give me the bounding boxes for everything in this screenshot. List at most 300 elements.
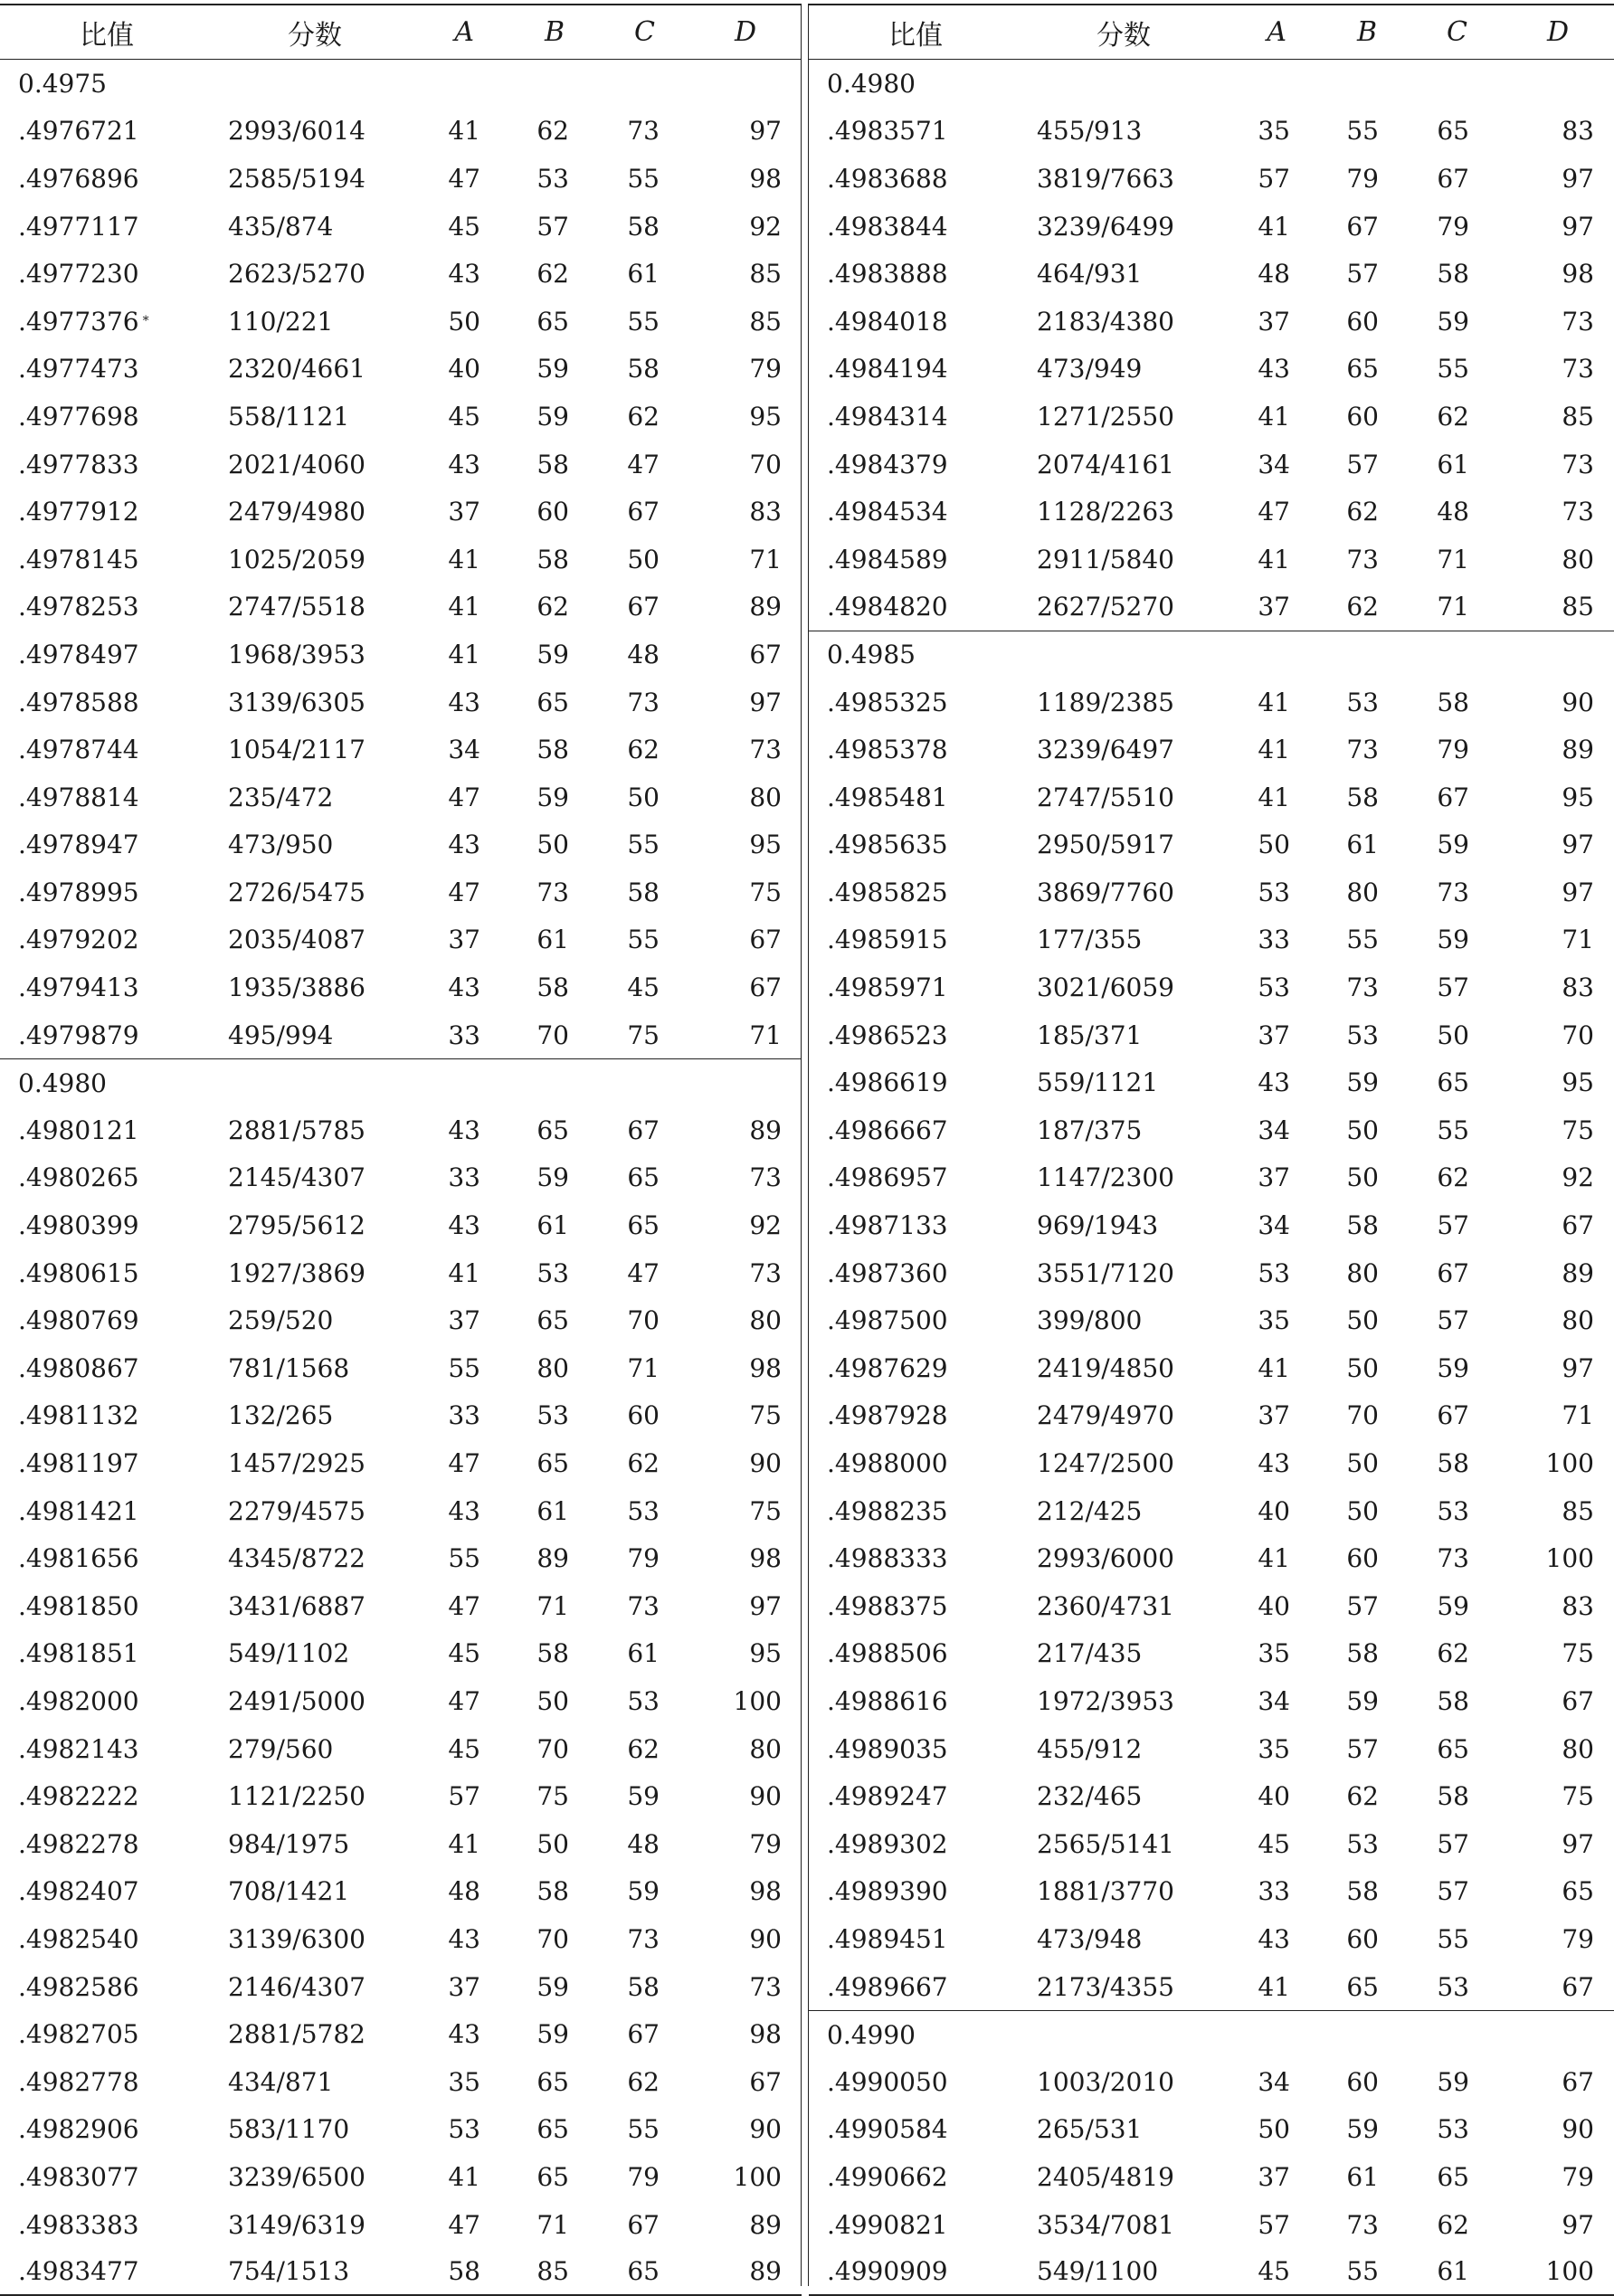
b-cell: 65: [536, 1448, 569, 1479]
ratio-value: .4984018: [827, 306, 948, 337]
a-cell: 34: [1258, 1210, 1290, 1241]
fraction-cell: 1457/2925: [228, 1448, 366, 1479]
a-cell: 43: [448, 449, 480, 479]
ratio-value: .4988616: [827, 1685, 948, 1716]
b-cell: 65: [536, 687, 569, 717]
ratio-value: .4981421: [18, 1495, 139, 1526]
a-cell: 47: [448, 782, 480, 812]
ratio-value: .4985481: [827, 782, 948, 812]
c-cell: 67: [627, 592, 660, 622]
d-cell: 70: [1562, 1020, 1594, 1050]
b-cell: 70: [536, 1923, 569, 1954]
c-cell: 67: [627, 2209, 660, 2240]
ratio-value: .4989035: [827, 1733, 948, 1764]
table-row: [809, 1154, 1614, 1202]
table-row: [809, 1058, 1614, 1106]
d-cell: 79: [1562, 2161, 1594, 2192]
fraction-cell: 2074/4161: [1037, 449, 1174, 479]
table-row: [0, 393, 802, 441]
a-cell: 33: [448, 1162, 480, 1193]
b-cell: 58: [536, 972, 569, 1003]
a-cell: 41: [448, 544, 480, 574]
d-cell: 100: [733, 2161, 782, 2192]
d-cell: 89: [749, 592, 782, 622]
d-cell: 97: [749, 116, 782, 147]
ratio-cell: [18, 488, 139, 536]
a-cell: 53: [1258, 1257, 1290, 1288]
b-cell: 57: [536, 211, 569, 242]
a-cell: 48: [448, 1876, 480, 1907]
ratio-cell: [827, 488, 948, 536]
fraction-cell: 185/371: [1037, 1020, 1143, 1050]
section-row: [0, 60, 802, 108]
a-cell: 47: [448, 1685, 480, 1716]
ratio-cell: [18, 821, 139, 869]
table-row: [0, 726, 802, 773]
d-cell: 95: [749, 401, 782, 432]
ratio-value: .4986523: [827, 1020, 948, 1050]
a-cell: 47: [448, 1590, 480, 1621]
d-cell: 67: [1562, 1685, 1594, 1716]
d-cell: 98: [749, 1543, 782, 1574]
ratio-cell: [827, 203, 948, 251]
section-label: 0.4985: [827, 640, 916, 670]
ratio-cell: [827, 1392, 948, 1440]
ratio-cell: [18, 726, 139, 773]
c-cell: 75: [627, 1020, 660, 1050]
ratio-value: .4982278: [18, 1828, 139, 1859]
b-cell: 50: [536, 830, 569, 860]
a-cell: 43: [448, 1115, 480, 1145]
ratio-value: .4986667: [827, 1115, 948, 1145]
a-cell: 33: [448, 1020, 480, 1050]
ratio-value: .4981197: [18, 1448, 139, 1479]
a-cell: 41: [1258, 544, 1290, 574]
c-cell: 55: [627, 830, 660, 860]
fraction-cell: 473/950: [228, 830, 334, 860]
fraction-cell: 708/1421: [228, 1876, 350, 1907]
fraction-cell: 259/520: [228, 1305, 334, 1336]
c-cell: 67: [1437, 163, 1469, 194]
d-cell: 75: [749, 877, 782, 907]
fraction-cell: 473/949: [1037, 354, 1143, 384]
ratio-value: .4987928: [827, 1400, 948, 1431]
fraction-cell: 2021/4060: [228, 449, 366, 479]
d-cell: 67: [749, 925, 782, 955]
fraction-cell: 279/560: [228, 1733, 334, 1764]
table-row: [0, 821, 802, 869]
fraction-cell: 754/1513: [228, 2256, 350, 2287]
d-cell: 90: [1562, 687, 1594, 717]
table-row: [0, 2248, 802, 2296]
d-cell: 85: [1562, 401, 1594, 432]
c-cell: 55: [627, 925, 660, 955]
ratio-value: .4982000: [18, 1685, 139, 1716]
table-row: [809, 1582, 1614, 1630]
table-row: [809, 726, 1614, 773]
ratio-value: .4983888: [827, 259, 948, 289]
c-cell: 53: [627, 1685, 660, 1716]
header-c: C: [634, 16, 655, 48]
b-cell: 62: [1346, 1781, 1379, 1812]
ratio-cell: [18, 1154, 139, 1202]
ratio-cell: [827, 393, 948, 441]
c-cell: 67: [1437, 782, 1469, 812]
d-cell: 90: [749, 1781, 782, 1812]
c-cell: 65: [627, 1162, 660, 1193]
a-cell: 43: [448, 1210, 480, 1241]
c-cell: 53: [1437, 1495, 1469, 1526]
table-row: [809, 1725, 1614, 1773]
d-cell: 97: [1562, 163, 1594, 194]
b-cell: 62: [536, 592, 569, 622]
d-cell: 71: [749, 544, 782, 574]
table-row: [809, 1392, 1614, 1440]
fraction-cell: 1128/2263: [1037, 497, 1174, 527]
fraction-cell: 2950/5917: [1037, 830, 1174, 860]
a-cell: 41: [448, 1257, 480, 1288]
ratio-value: .4986619: [827, 1067, 948, 1098]
ratio-value: .4985971: [827, 972, 948, 1003]
fraction-cell: 2565/5141: [1037, 1828, 1174, 1859]
d-cell: 89: [749, 2209, 782, 2240]
d-cell: 98: [749, 163, 782, 194]
table-row: [0, 631, 802, 678]
table-row: [809, 298, 1614, 346]
ratio-value: .4990584: [827, 2114, 948, 2145]
a-cell: 37: [448, 497, 480, 527]
ratio-value: .4982906: [18, 2114, 139, 2145]
a-cell: 37: [448, 1305, 480, 1336]
ratio-cell: [18, 2058, 139, 2106]
table-row: [809, 1249, 1614, 1297]
fraction-cell: 3819/7663: [1037, 163, 1174, 194]
table-row: [0, 536, 802, 583]
c-cell: 62: [627, 1733, 660, 1764]
a-cell: 40: [448, 354, 480, 384]
a-cell: 57: [1258, 2209, 1290, 2240]
fraction-cell: 969/1943: [1037, 1210, 1159, 1241]
table-row: [0, 203, 802, 251]
a-cell: 43: [448, 1923, 480, 1954]
table-row: [809, 346, 1614, 394]
ratio-value: .4976896: [18, 163, 139, 194]
d-cell: 95: [749, 1638, 782, 1669]
ratio-cell: [827, 1725, 948, 1773]
b-cell: 50: [1346, 1495, 1379, 1526]
b-cell: 75: [536, 1781, 569, 1812]
fraction-cell: 232/465: [1037, 1781, 1143, 1812]
a-cell: 41: [448, 1828, 480, 1859]
fraction-cell: 1968/3953: [228, 639, 366, 669]
table-row: [809, 1963, 1614, 2011]
ratio-value: .4987133: [827, 1210, 948, 1241]
ratio-cell: [18, 631, 139, 678]
fraction-cell: 1147/2300: [1037, 1162, 1174, 1193]
d-cell: 92: [1562, 1162, 1594, 1193]
b-cell: 50: [1346, 1115, 1379, 1145]
table-row: [0, 488, 802, 536]
ratio-cell: [18, 1963, 139, 2011]
ratio-cell: [18, 2153, 139, 2201]
ratio-value: .4984379: [827, 449, 948, 479]
d-cell: 98: [749, 1352, 782, 1383]
fraction-cell: 3239/6499: [1037, 211, 1174, 242]
ratio-value: .4983477: [18, 2256, 139, 2287]
ratio-value: .4981851: [18, 1638, 139, 1669]
fraction-cell: 549/1100: [1037, 2256, 1159, 2287]
d-cell: 71: [1562, 1400, 1594, 1431]
fraction-cell: 110/221: [228, 306, 334, 337]
ratio-cell: [827, 916, 948, 964]
section-row: [809, 60, 1614, 108]
a-cell: 43: [1258, 354, 1290, 384]
left-rows: [0, 60, 802, 2296]
table-row: [809, 536, 1614, 583]
a-cell: 57: [1258, 163, 1290, 194]
d-cell: 98: [749, 1876, 782, 1907]
table-row: [809, 2058, 1614, 2106]
d-cell: 95: [749, 830, 782, 860]
a-cell: 47: [448, 2209, 480, 2240]
a-cell: 41: [1258, 1352, 1290, 1383]
table-row: [809, 203, 1614, 251]
a-cell: 43: [448, 1495, 480, 1526]
ratio-cell: [18, 298, 149, 346]
header-ratio: 比值: [888, 19, 943, 52]
d-cell: 73: [749, 1162, 782, 1193]
c-cell: 79: [1437, 211, 1469, 242]
fraction-cell: 4345/8722: [228, 1543, 366, 1574]
fraction-cell: 3239/6500: [228, 2161, 366, 2192]
d-cell: 90: [749, 1448, 782, 1479]
c-cell: 47: [627, 1257, 660, 1288]
c-cell: 58: [627, 354, 660, 384]
d-cell: 97: [1562, 1828, 1594, 1859]
table-row: [809, 1106, 1614, 1154]
d-cell: 80: [1562, 544, 1594, 574]
b-cell: 50: [1346, 1448, 1379, 1479]
b-cell: 61: [536, 925, 569, 955]
table-row: [0, 1772, 802, 1820]
ratio-cell: [827, 2058, 948, 2106]
table-row: [0, 1439, 802, 1487]
ratio-value: .4987629: [827, 1352, 948, 1383]
ratio-cell: [18, 1725, 139, 1773]
d-cell: 97: [1562, 877, 1594, 907]
a-cell: 41: [1258, 735, 1290, 765]
a-cell: 37: [1258, 592, 1290, 622]
ratio-cell: [827, 155, 948, 203]
a-cell: 35: [1258, 1638, 1290, 1669]
ratio-value: .4990662: [827, 2161, 948, 2192]
table-row: [809, 393, 1614, 441]
d-cell: 97: [1562, 830, 1594, 860]
b-cell: 58: [536, 1638, 569, 1669]
table-row: [809, 1915, 1614, 1963]
table-row: [0, 1725, 802, 1773]
ratio-cell: [827, 1058, 948, 1106]
a-cell: 45: [448, 1733, 480, 1764]
fraction-cell: 1271/2550: [1037, 401, 1174, 432]
ratio-cell: [18, 203, 139, 251]
b-cell: 67: [1346, 211, 1379, 242]
table-row: [0, 1249, 802, 1297]
b-cell: 60: [1346, 401, 1379, 432]
ratio-value: .4981850: [18, 1590, 139, 1621]
ratio-cell: [18, 2201, 139, 2249]
d-cell: 98: [749, 2019, 782, 2050]
b-cell: 89: [536, 1543, 569, 1574]
b-cell: 65: [536, 2161, 569, 2192]
ratio-cell: [18, 1439, 139, 1487]
b-cell: 59: [536, 782, 569, 812]
table-row: [0, 1915, 802, 1963]
ratio-value: .4978814: [18, 782, 139, 812]
a-cell: 50: [1258, 830, 1290, 860]
ratio-cell: [827, 821, 948, 869]
ratio-cell: [18, 1249, 139, 1297]
ratio-value: .4983688: [827, 163, 948, 194]
ratio-cell: [18, 2010, 139, 2058]
b-cell: 70: [1346, 1400, 1379, 1431]
table-row: [0, 346, 802, 394]
header-fraction: 分数: [288, 19, 342, 52]
ratio-cell: [18, 583, 139, 631]
a-cell: 33: [448, 1400, 480, 1431]
ratio-cell: [18, 1534, 139, 1582]
fraction-cell: 2360/4731: [1037, 1590, 1174, 1621]
ratio-value: .4977912: [18, 497, 139, 527]
c-cell: 57: [1437, 1210, 1469, 1241]
ratio-value: .4985635: [827, 830, 948, 860]
ratio-value: .4983383: [18, 2209, 139, 2240]
c-cell: 47: [627, 449, 660, 479]
a-cell: 45: [448, 1638, 480, 1669]
c-cell: 53: [1437, 1971, 1469, 2002]
b-cell: 59: [536, 639, 569, 669]
ratio-cell: [827, 2248, 948, 2294]
c-cell: 48: [1437, 497, 1469, 527]
ratio-value: .4985325: [827, 687, 948, 717]
b-cell: 60: [1346, 1923, 1379, 1954]
fraction-cell: 1935/3886: [228, 972, 366, 1003]
d-cell: 83: [749, 497, 782, 527]
c-cell: 59: [1437, 1590, 1469, 1621]
d-cell: 79: [749, 354, 782, 384]
c-cell: 59: [1437, 2066, 1469, 2097]
table-row: [0, 2058, 802, 2106]
ratio-value: .4988506: [827, 1638, 948, 1669]
table-row: [809, 868, 1614, 916]
c-cell: 57: [1437, 1876, 1469, 1907]
b-cell: 59: [536, 354, 569, 384]
header-a: A: [1267, 16, 1286, 48]
d-cell: 75: [1562, 1781, 1594, 1812]
d-cell: 71: [1562, 925, 1594, 955]
c-cell: 60: [627, 1400, 660, 1431]
a-cell: 40: [1258, 1781, 1290, 1812]
d-cell: 73: [1562, 306, 1594, 337]
fraction-cell: 1247/2500: [1037, 1448, 1174, 1479]
fraction-cell: 2795/5612: [228, 1210, 366, 1241]
fraction-cell: 2479/4970: [1037, 1400, 1174, 1431]
ratio-cell: [827, 1344, 948, 1392]
d-cell: 67: [749, 972, 782, 1003]
fraction-cell: 2405/4819: [1037, 2161, 1174, 2192]
d-cell: 89: [749, 2256, 782, 2287]
table-row: [0, 678, 802, 726]
a-cell: 47: [448, 1448, 480, 1479]
ratio-value: .4978497: [18, 639, 139, 669]
d-cell: 73: [749, 1971, 782, 2002]
fraction-cell: 235/472: [228, 782, 334, 812]
fraction-cell: 3431/6887: [228, 1590, 366, 1621]
b-cell: 73: [1346, 735, 1379, 765]
table-row: [809, 1439, 1614, 1487]
a-cell: 34: [448, 735, 480, 765]
a-cell: 41: [1258, 401, 1290, 432]
ratio-cell: [18, 108, 139, 156]
d-cell: 79: [1562, 1923, 1594, 1954]
b-cell: 59: [1346, 2114, 1379, 2145]
ratio-value: .4978253: [18, 592, 139, 622]
c-cell: 65: [627, 2256, 660, 2287]
ratio-cell: [827, 1772, 948, 1820]
b-cell: 80: [1346, 1257, 1379, 1288]
section-row: [0, 1058, 802, 1106]
b-cell: 50: [1346, 1162, 1379, 1193]
ratio-value: .4977473: [18, 354, 139, 384]
table-row: [809, 1534, 1614, 1582]
b-cell: 65: [1346, 1971, 1379, 2002]
ratio-cell: [827, 1106, 948, 1154]
fraction-cell: 2881/5782: [228, 2019, 366, 2050]
ratio-cell: [18, 1487, 139, 1535]
c-cell: 57: [1437, 972, 1469, 1003]
c-cell: 45: [627, 972, 660, 1003]
ratio-cell: [18, 2248, 139, 2294]
b-cell: 59: [536, 1162, 569, 1193]
c-cell: 62: [1437, 1638, 1469, 1669]
c-cell: 59: [627, 1876, 660, 1907]
table-row: [809, 2201, 1614, 2249]
ratio-cell: [827, 2201, 948, 2249]
ratio-cell: [827, 441, 948, 489]
fraction-cell: 2183/4380: [1037, 306, 1174, 337]
ratio-value: .4980769: [18, 1305, 139, 1336]
b-cell: 65: [1346, 354, 1379, 384]
c-cell: 65: [1437, 1067, 1469, 1098]
b-cell: 58: [536, 1876, 569, 1907]
b-cell: 65: [536, 1305, 569, 1336]
ratio-value: .4982586: [18, 1971, 139, 2002]
table-row: [0, 916, 802, 964]
b-cell: 55: [1346, 2256, 1379, 2287]
ratio-value: .4978995: [18, 877, 139, 907]
fraction-cell: 3021/6059: [1037, 972, 1174, 1003]
fraction-cell: 2627/5270: [1037, 592, 1174, 622]
b-cell: 65: [536, 2066, 569, 2097]
table-row: [809, 441, 1614, 489]
ratio-value: .4989302: [827, 1828, 948, 1859]
ratio-value: .4984534: [827, 497, 948, 527]
ratio-cell: [827, 583, 948, 631]
c-cell: 59: [627, 1781, 660, 1812]
ratio-value: .4988000: [827, 1448, 948, 1479]
ratio-cell: [18, 1296, 139, 1344]
b-cell: 62: [1346, 497, 1379, 527]
